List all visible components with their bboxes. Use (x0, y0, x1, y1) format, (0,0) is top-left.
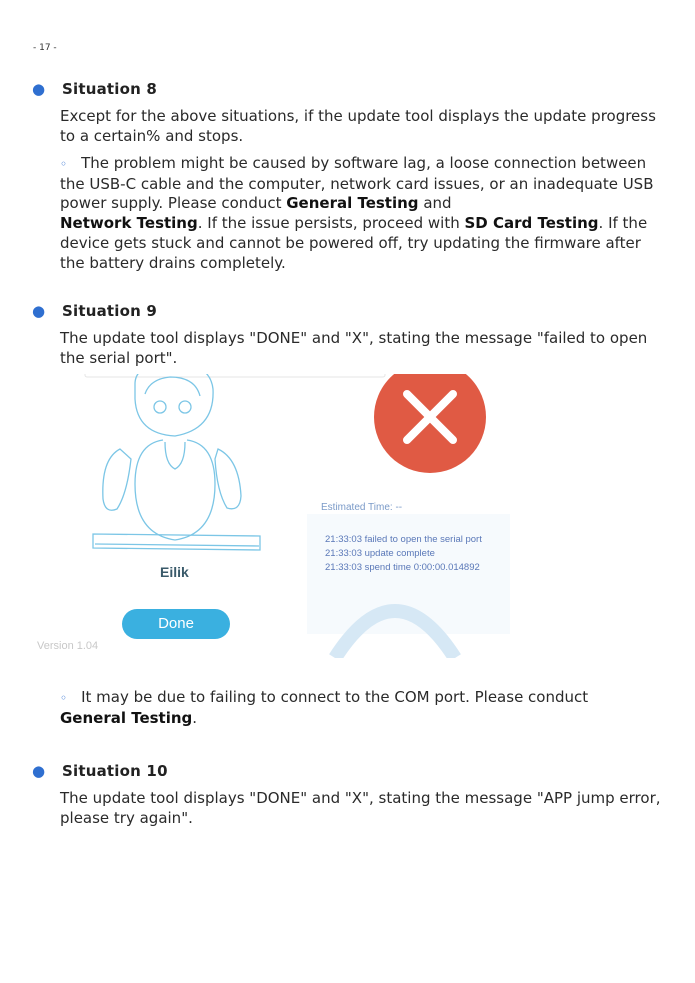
page-number: - 17 - (33, 43, 57, 53)
log-line: 21:33:03 update complete (325, 548, 435, 559)
bullet-icon: ● (32, 302, 46, 320)
close-x-icon (374, 374, 486, 473)
section-title-situation-9: Situation 9 (62, 302, 158, 320)
robot-illustration (35, 374, 510, 658)
version-label: Version 1.04 (37, 640, 99, 652)
log-line: 21:33:03 spend time 0:00:00.014892 (325, 562, 480, 573)
sub-bullet-icon: ◦ (60, 691, 68, 705)
section-title-situation-8: Situation 8 (62, 80, 158, 98)
situation-8-intro: Except for the above situations, if the update tool displays the update progress to a certain% and stops. (60, 107, 656, 145)
situation-9-detail: ◦ It may be due to failing to connect to the COM port. Please conduct General Testing. (60, 688, 589, 727)
update-tool-screenshot (35, 374, 510, 658)
bullet-icon: ● (32, 80, 46, 98)
log-line: 21:33:03 failed to open the serial port (325, 534, 482, 545)
situation-10-intro: The update tool displays "DONE" and "X", stating the message "APP jump error, please try again". (60, 789, 661, 827)
done-button[interactable]: Done (122, 609, 230, 639)
estimated-time-label: Estimated Time: -- (321, 502, 403, 513)
situation-8-detail: ◦ The problem might be caused by software lag, a loose connection between the USB-C cable and the computer, network card issues, or an inadequate USB power supply. Please conduct General Testing and Network Testing. If the issue persists, proceed with SD Card Testing. If the device gets stuck and cannot be powered off, try updating the firmware after the battery drains completely. (60, 154, 654, 272)
brand-name: Eilik (160, 564, 189, 580)
bullet-icon: ● (32, 762, 46, 780)
sub-bullet-icon: ◦ (60, 157, 68, 171)
situation-9-intro: The update tool displays "DONE" and "X", stating the message "failed to open the serial port". (60, 329, 648, 367)
section-title-situation-10: Situation 10 (62, 762, 168, 780)
